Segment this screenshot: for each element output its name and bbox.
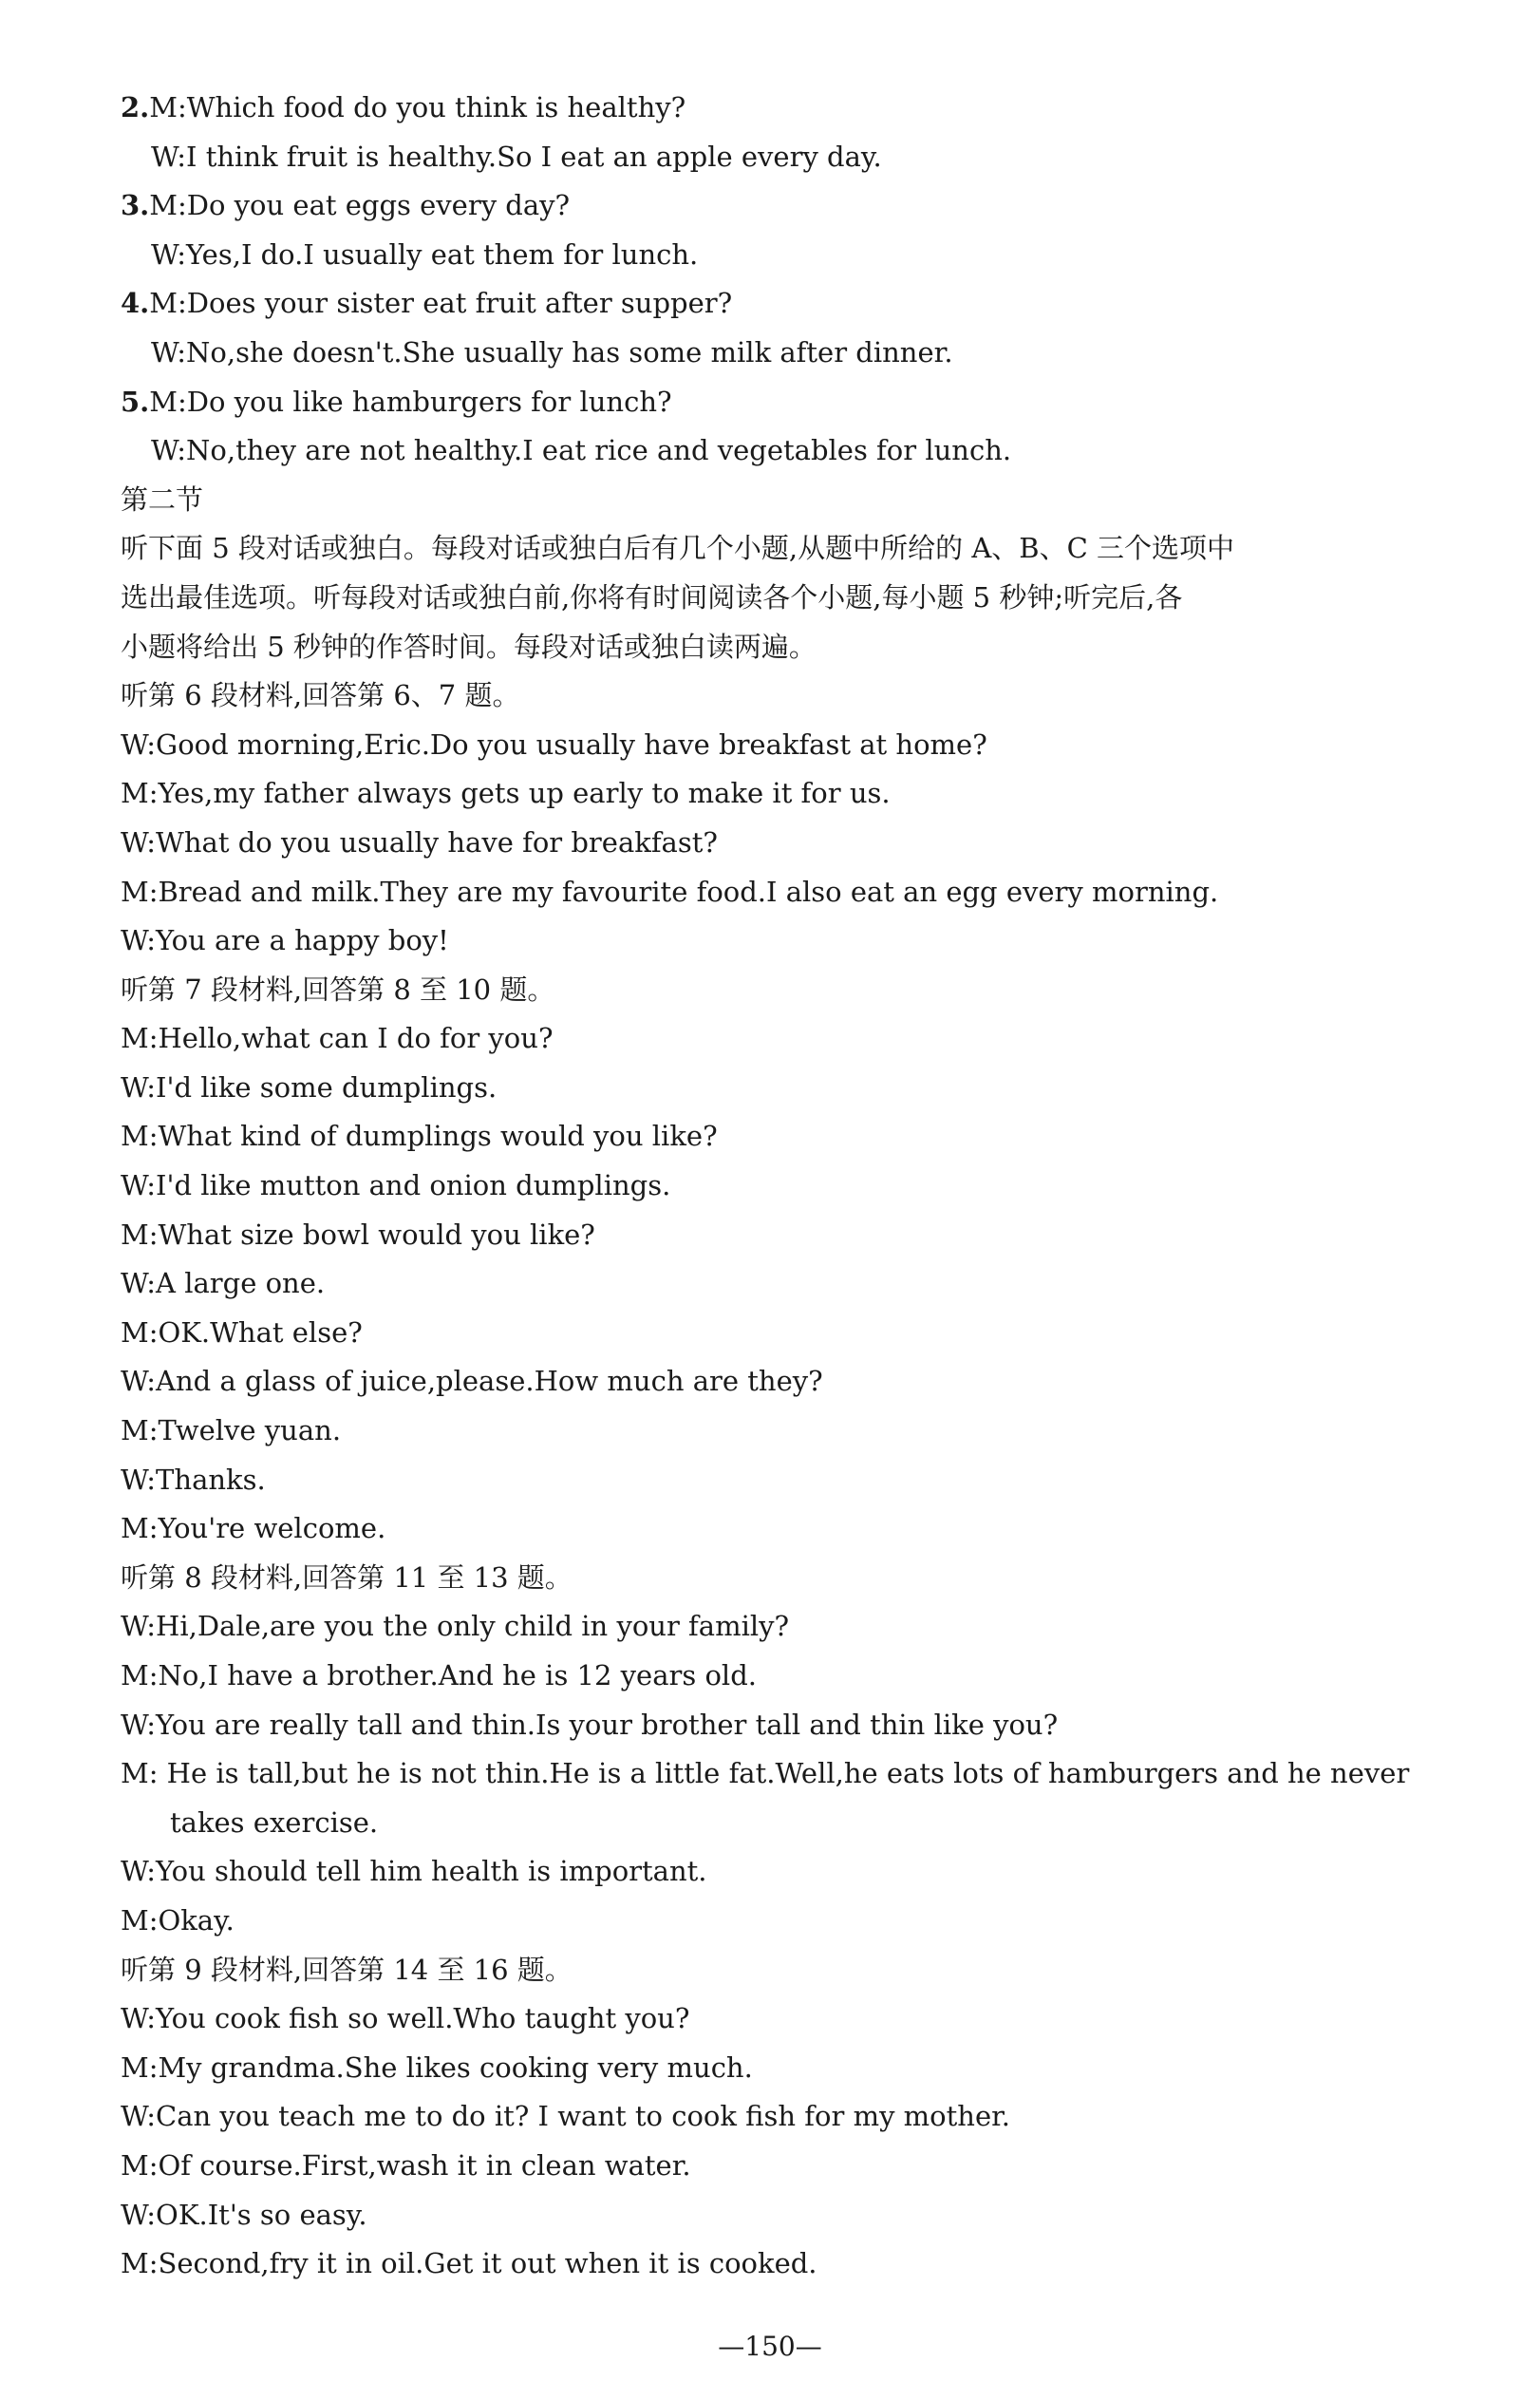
material-9-line: W:OK.It's so easy. <box>121 2198 367 2231</box>
section-2-instructions-3: 小题将给出 5 秒钟的作答时间。每段对话或独白读两遍。 <box>121 630 817 663</box>
material-7-line: W:I'd like some dumplings. <box>121 1070 498 1104</box>
dialog-3-answer: W:Yes,I do.I usually eat them for lunch. <box>151 237 699 271</box>
material-7-line: M:You're welcome. <box>121 1512 386 1545</box>
material-7-line: M:What kind of dumplings would you like? <box>121 1120 718 1153</box>
material-9-heading: 听第 9 段材料,回答第 14 至 16 题。 <box>121 1953 573 1986</box>
dialog-number: 3. <box>121 189 150 222</box>
dialog-2-answer: W:I think fruit is healthy.So I eat an apple every day. <box>151 140 882 173</box>
material-7-line: M:Hello,what can I do for you? <box>121 1022 554 1055</box>
material-6-line: W:What do you usually have for breakfast? <box>121 825 718 859</box>
dialog-number: 5. <box>121 385 150 418</box>
material-8-line: M: He is tall,but he is not thin.He is a little fat.Well,he eats lots of hamburgers and he never <box>121 1757 1410 1790</box>
page-number: —150— <box>718 2331 822 2362</box>
dialog-3-question <box>121 181 1450 231</box>
material-9-line: W:Can you teach me to do it? I want to cook fish for my mother. <box>121 2100 1011 2133</box>
material-8-line: W:You should tell him health is important. <box>121 1855 707 1888</box>
material-9-line: M:My grandma.She likes cooking very much. <box>121 2050 753 2084</box>
section-2-instructions-1: 听下面 5 段对话或独白。每段对话或独白后有几个小题,从题中所给的 A、B、C 三个选项中 <box>121 532 1234 565</box>
dialog-number: 4. <box>121 287 150 320</box>
material-9-line: W:You cook fish so well.Who taught you? <box>121 2002 690 2035</box>
material-7-line: M:What size bowl would you like? <box>121 1218 595 1251</box>
material-7-line: W:A large one. <box>121 1267 326 1300</box>
material-8-heading: 听第 8 段材料,回答第 11 至 13 题。 <box>121 1560 573 1594</box>
dialog-line: M:Do you like hamburgers for lunch? <box>149 385 672 418</box>
material-7-line: M:OK.What else? <box>121 1315 363 1349</box>
dialog-number: 2. <box>121 91 150 123</box>
dialog-line: M:Do you eat eggs every day? <box>149 189 571 222</box>
material-7-line: W:Thanks. <box>121 1463 266 1496</box>
dialog-line: M:Which food do you think is healthy? <box>149 91 686 123</box>
material-8-line: W:Hi,Dale,are you the only child in your family? <box>121 1610 790 1643</box>
dialog-line: M:Does your sister eat fruit after supper? <box>149 287 733 320</box>
material-7-line: M:Twelve yuan. <box>121 1414 342 1447</box>
dialog-4-question <box>121 279 1450 329</box>
material-8-line: M:No,I have a brother.And he is 12 years old. <box>121 1659 757 1691</box>
material-6-line: M:Bread and milk.They are my favourite food.I also eat an egg every morning. <box>121 875 1219 908</box>
material-6-line: W:Good morning,Eric.Do you usually have breakfast at home? <box>121 728 987 761</box>
material-8-line-continuation: takes exercise. <box>170 1805 379 1839</box>
material-7-line: W:And a glass of juice,please.How much are they? <box>121 1365 823 1398</box>
material-6-line: W:You are a happy boy! <box>121 924 449 957</box>
section-2-title: 第二节 <box>121 482 204 516</box>
material-9-line: M:Of course.First,wash it in clean water. <box>121 2148 691 2182</box>
material-7-heading: 听第 7 段材料,回答第 8 至 10 题。 <box>121 973 555 1006</box>
material-6-heading: 听第 6 段材料,回答第 6、7 题。 <box>121 679 520 712</box>
dialog-5-question <box>121 378 1450 427</box>
material-8-line: M:Okay. <box>121 1903 235 1937</box>
material-9-line: M:Second,fry it in oil.Get it out when it is cooked. <box>121 2247 817 2280</box>
dialog-4-answer: W:No,she doesn't.She usually has some milk after dinner. <box>151 335 953 368</box>
section-2-instructions-2: 选出最佳选项。听每段对话或独白前,你将有时间阅读各个小题,每小题 5 秒钟;听完后,各 <box>121 580 1183 614</box>
dialog-5-answer: W:No,they are not healthy.I eat rice and vegetables for lunch. <box>151 434 1012 467</box>
dialog-2-question <box>121 84 1450 133</box>
material-6-line: M:Yes,my father always gets up early to make it for us. <box>121 777 891 810</box>
material-7-line: W:I'd like mutton and onion dumplings. <box>121 1169 671 1202</box>
material-8-line: W:You are really tall and thin.Is your brother tall and thin like you? <box>121 1708 1059 1741</box>
page-content <box>121 84 1450 2289</box>
